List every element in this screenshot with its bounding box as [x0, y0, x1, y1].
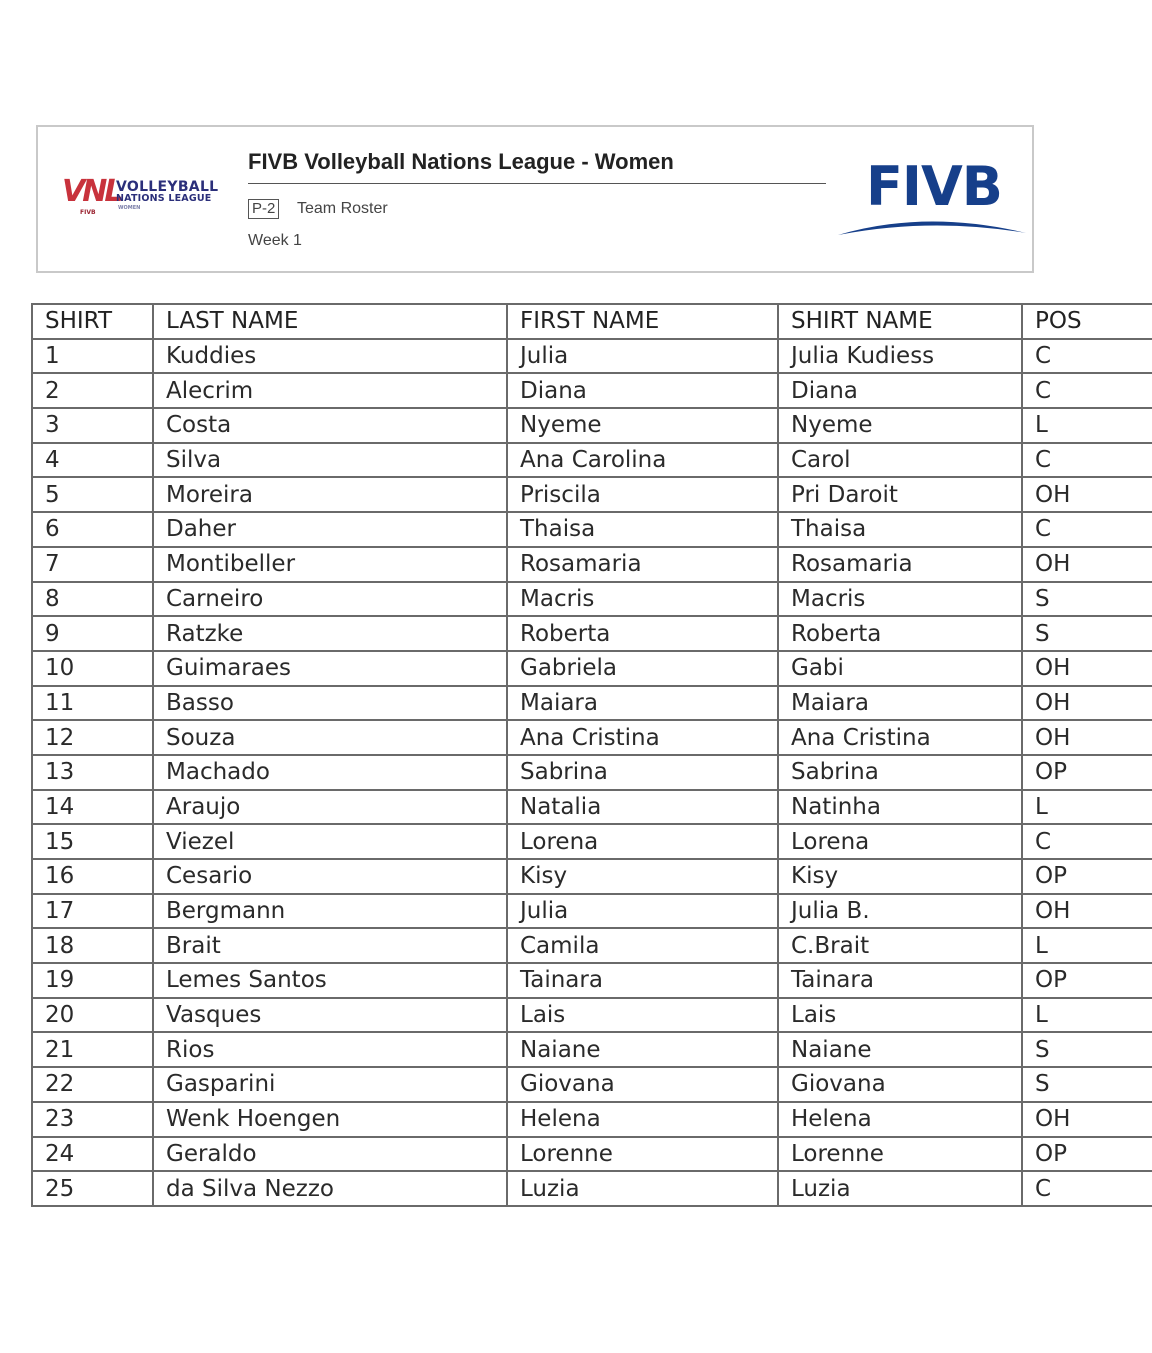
- cell-shirt: 7: [32, 547, 153, 582]
- vnl-logo: [62, 175, 232, 225]
- table-row: [32, 963, 1152, 998]
- cell-shirt: 4: [32, 443, 153, 478]
- cell-last-name: Kuddies: [153, 339, 507, 374]
- table-row: [32, 928, 1152, 963]
- cell-first-name: Tainara: [507, 963, 778, 998]
- table-row: [32, 547, 1152, 582]
- cell-shirt-name: Rosamaria: [778, 547, 1022, 582]
- table-row: [32, 651, 1152, 686]
- table-row: [32, 1102, 1152, 1137]
- cell-last-name: Cesario: [153, 859, 507, 894]
- cell-pos: S: [1022, 1032, 1152, 1067]
- cell-shirt-name: Nyeme: [778, 408, 1022, 443]
- cell-shirt-name: Natinha: [778, 790, 1022, 825]
- cell-shirt-name: Naiane: [778, 1032, 1022, 1067]
- cell-shirt: 15: [32, 824, 153, 859]
- cell-last-name: Ratzke: [153, 616, 507, 651]
- table-row: [32, 443, 1152, 478]
- team-roster-table: [31, 303, 1152, 1207]
- cell-pos: OP: [1022, 1137, 1152, 1172]
- cell-first-name: Gabriela: [507, 651, 778, 686]
- cell-pos: C: [1022, 443, 1152, 478]
- cell-shirt: 3: [32, 408, 153, 443]
- cell-shirt-name: Diana: [778, 373, 1022, 408]
- table-row: [32, 824, 1152, 859]
- cell-pos: OH: [1022, 477, 1152, 512]
- cell-first-name: Diana: [507, 373, 778, 408]
- vnl-logo-line3: WOMEN: [118, 205, 141, 211]
- cell-shirt: 21: [32, 1032, 153, 1067]
- table-row: [32, 408, 1152, 443]
- cell-first-name: Lais: [507, 998, 778, 1033]
- cell-shirt-name: Macris: [778, 582, 1022, 617]
- cell-last-name: Moreira: [153, 477, 507, 512]
- cell-shirt: 13: [32, 755, 153, 790]
- table-row: [32, 1067, 1152, 1102]
- cell-last-name: Silva: [153, 443, 507, 478]
- cell-pos: OP: [1022, 755, 1152, 790]
- week-label: Week 1: [248, 232, 302, 249]
- cell-shirt: 9: [32, 616, 153, 651]
- cell-pos: S: [1022, 616, 1152, 651]
- cell-first-name: Roberta: [507, 616, 778, 651]
- column-header-shirt: SHIRT: [32, 304, 153, 339]
- table-row: [32, 859, 1152, 894]
- table-row: [32, 616, 1152, 651]
- vnl-logo-mark: VNL: [62, 174, 121, 209]
- cell-first-name: Priscila: [507, 477, 778, 512]
- column-header-pos: POS: [1022, 304, 1152, 339]
- cell-last-name: Vasques: [153, 998, 507, 1033]
- document-code: P-2: [248, 199, 279, 219]
- cell-shirt-name: Thaisa: [778, 512, 1022, 547]
- vnl-logo-line2: NATIONS LEAGUE: [116, 193, 212, 204]
- cell-pos: L: [1022, 408, 1152, 443]
- column-header-last-name: LAST NAME: [153, 304, 507, 339]
- cell-last-name: Alecrim: [153, 373, 507, 408]
- cell-shirt: 14: [32, 790, 153, 825]
- cell-pos: OH: [1022, 894, 1152, 929]
- cell-shirt: 23: [32, 1102, 153, 1137]
- cell-shirt-name: Luzia: [778, 1171, 1022, 1206]
- table-row: [32, 720, 1152, 755]
- table-row: [32, 339, 1152, 374]
- cell-last-name: Daher: [153, 512, 507, 547]
- cell-pos: L: [1022, 790, 1152, 825]
- column-header-first-name: FIRST NAME: [507, 304, 778, 339]
- cell-pos: OH: [1022, 547, 1152, 582]
- cell-shirt: 8: [32, 582, 153, 617]
- cell-shirt: 2: [32, 373, 153, 408]
- cell-shirt-name: Giovana: [778, 1067, 1022, 1102]
- cell-shirt: 18: [32, 928, 153, 963]
- cell-shirt: 20: [32, 998, 153, 1033]
- cell-pos: OH: [1022, 651, 1152, 686]
- table-row: [32, 755, 1152, 790]
- cell-shirt-name: Lais: [778, 998, 1022, 1033]
- table-row: [32, 790, 1152, 825]
- table-body: [32, 339, 1152, 1206]
- cell-shirt-name: Ana Cristina: [778, 720, 1022, 755]
- fivb-logo-swoosh: [836, 157, 1032, 247]
- cell-shirt: 12: [32, 720, 153, 755]
- cell-shirt: 25: [32, 1171, 153, 1206]
- cell-first-name: Luzia: [507, 1171, 778, 1206]
- cell-shirt: 19: [32, 963, 153, 998]
- cell-last-name: Viezel: [153, 824, 507, 859]
- cell-shirt-name: Pri Daroit: [778, 477, 1022, 512]
- table-row: [32, 512, 1152, 547]
- cell-first-name: Nyeme: [507, 408, 778, 443]
- cell-first-name: Julia: [507, 894, 778, 929]
- vnl-logo-fivb-small: FIVB: [80, 209, 96, 216]
- cell-last-name: Montibeller: [153, 547, 507, 582]
- cell-last-name: Basso: [153, 686, 507, 721]
- cell-first-name: Sabrina: [507, 755, 778, 790]
- cell-last-name: Lemes Santos: [153, 963, 507, 998]
- cell-shirt-name: Julia Kudiess: [778, 339, 1022, 374]
- table-row: [32, 1032, 1152, 1067]
- cell-last-name: Rios: [153, 1032, 507, 1067]
- cell-shirt: 16: [32, 859, 153, 894]
- document-header: [36, 125, 1034, 273]
- cell-shirt-name: Carol: [778, 443, 1022, 478]
- cell-last-name: Wenk Hoengen: [153, 1102, 507, 1137]
- cell-shirt: 22: [32, 1067, 153, 1102]
- cell-pos: S: [1022, 1067, 1152, 1102]
- cell-last-name: da Silva Nezzo: [153, 1171, 507, 1206]
- cell-first-name: Julia: [507, 339, 778, 374]
- cell-first-name: Giovana: [507, 1067, 778, 1102]
- fivb-logo-wordmark: FIVB: [866, 155, 1002, 218]
- cell-pos: OP: [1022, 963, 1152, 998]
- table-row: [32, 477, 1152, 512]
- cell-first-name: Ana Cristina: [507, 720, 778, 755]
- cell-last-name: Machado: [153, 755, 507, 790]
- cell-first-name: Macris: [507, 582, 778, 617]
- cell-first-name: Lorena: [507, 824, 778, 859]
- cell-pos: OH: [1022, 1102, 1152, 1137]
- cell-last-name: Bergmann: [153, 894, 507, 929]
- table-row: [32, 998, 1152, 1033]
- cell-last-name: Guimaraes: [153, 651, 507, 686]
- cell-pos: S: [1022, 582, 1152, 617]
- cell-pos: L: [1022, 928, 1152, 963]
- table-row: [32, 1171, 1152, 1206]
- cell-pos: C: [1022, 373, 1152, 408]
- cell-shirt: 10: [32, 651, 153, 686]
- title-divider: [248, 183, 826, 184]
- cell-shirt: 11: [32, 686, 153, 721]
- cell-pos: L: [1022, 998, 1152, 1033]
- cell-last-name: Carneiro: [153, 582, 507, 617]
- cell-first-name: Natalia: [507, 790, 778, 825]
- cell-shirt: 24: [32, 1137, 153, 1172]
- cell-last-name: Geraldo: [153, 1137, 507, 1172]
- cell-first-name: Ana Carolina: [507, 443, 778, 478]
- cell-first-name: Helena: [507, 1102, 778, 1137]
- cell-pos: OH: [1022, 686, 1152, 721]
- cell-shirt-name: Tainara: [778, 963, 1022, 998]
- cell-shirt-name: Julia B.: [778, 894, 1022, 929]
- table-row: [32, 1137, 1152, 1172]
- cell-shirt-name: Sabrina: [778, 755, 1022, 790]
- column-header-shirt-name: SHIRT NAME: [778, 304, 1022, 339]
- cell-pos: C: [1022, 824, 1152, 859]
- vnl-logo-wordmark: [116, 181, 218, 211]
- cell-shirt-name: Gabi: [778, 651, 1022, 686]
- table-row: [32, 582, 1152, 617]
- fivb-logo: [836, 157, 1032, 247]
- cell-pos: C: [1022, 339, 1152, 374]
- cell-shirt: 1: [32, 339, 153, 374]
- cell-first-name: Kisy: [507, 859, 778, 894]
- cell-last-name: Gasparini: [153, 1067, 507, 1102]
- cell-first-name: Naiane: [507, 1032, 778, 1067]
- cell-shirt: 17: [32, 894, 153, 929]
- cell-shirt-name: Helena: [778, 1102, 1022, 1137]
- table-row: [32, 686, 1152, 721]
- cell-first-name: Rosamaria: [507, 547, 778, 582]
- cell-shirt-name: C.Brait: [778, 928, 1022, 963]
- cell-first-name: Camila: [507, 928, 778, 963]
- cell-last-name: Souza: [153, 720, 507, 755]
- vnl-logo-line1: VOLLEYBALL: [116, 179, 219, 195]
- cell-first-name: Lorenne: [507, 1137, 778, 1172]
- document-title: FIVB Volleyball Nations League - Women: [248, 149, 674, 174]
- table-row: [32, 373, 1152, 408]
- cell-first-name: Maiara: [507, 686, 778, 721]
- cell-first-name: Thaisa: [507, 512, 778, 547]
- cell-last-name: Araujo: [153, 790, 507, 825]
- cell-shirt-name: Lorenne: [778, 1137, 1022, 1172]
- cell-shirt-name: Roberta: [778, 616, 1022, 651]
- cell-last-name: Brait: [153, 928, 507, 963]
- cell-pos: OH: [1022, 720, 1152, 755]
- cell-pos: C: [1022, 1171, 1152, 1206]
- cell-last-name: Costa: [153, 408, 507, 443]
- cell-pos: C: [1022, 512, 1152, 547]
- cell-pos: OP: [1022, 859, 1152, 894]
- document-name: Team Roster: [297, 200, 388, 217]
- cell-shirt-name: Maiara: [778, 686, 1022, 721]
- cell-shirt: 6: [32, 512, 153, 547]
- cell-shirt-name: Lorena: [778, 824, 1022, 859]
- cell-shirt: 5: [32, 477, 153, 512]
- cell-shirt-name: Kisy: [778, 859, 1022, 894]
- table-header-row: [32, 304, 1152, 339]
- table-row: [32, 894, 1152, 929]
